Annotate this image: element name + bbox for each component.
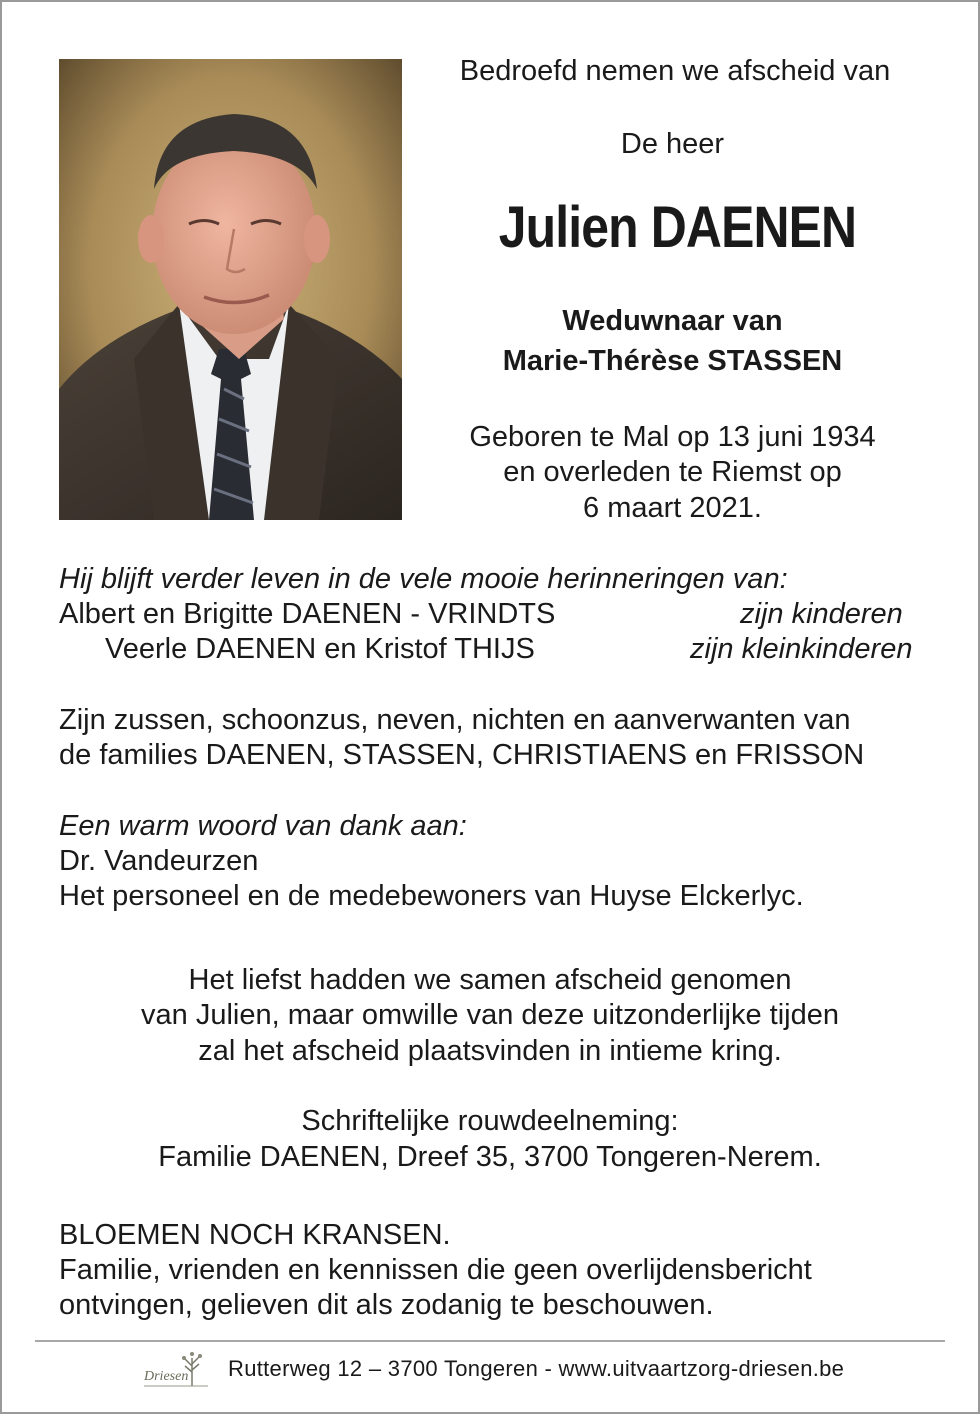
spouse-line-2: Marie-Thérèse STASSEN [502,345,843,377]
footer-divider [35,1340,945,1342]
family-row-children-names: Albert en Brigitte DAENEN - VRINDTS [59,598,556,630]
family-row-grandchildren-names: Veerle DAENEN en Kristof THIJS [105,633,535,665]
birth-line-2: en overleden te Riemst op [503,456,842,488]
birth-line-3: 6 maart 2021. [583,492,762,524]
flowers-line-2: ontvingen, gelieven dit als zodanig te beschouwen. [59,1289,714,1321]
relatives-line-2: de families DAENEN, STASSEN, CHRISTIAENS en FRISSON [59,739,865,771]
thanks-intro: Een warm woord van dank aan: [59,810,467,842]
thanks-line-1: Dr. Vandeurzen [59,845,259,877]
farewell-line-1: Het liefst hadden we samen afscheid genomen [188,964,792,996]
birth-line-1: Geboren te Mal op 13 juni 1934 [469,421,876,453]
family-row-grandchildren-relation: zijn kleinkinderen [690,633,913,665]
condolence-title: Schriftelijke rouwdeelneming: [301,1105,679,1137]
spouse-line-1: Weduwnaar van [562,305,783,337]
condolence-address: Familie DAENEN, Dreef 35, 3700 Tongeren-Nerem. [158,1141,822,1173]
farewell-line-2: van Julien, maar omwille van deze uitzonderlijke tijden [141,999,839,1031]
family-row-children-relation: zijn kinderen [740,598,903,630]
salutation: De heer [620,128,725,160]
farewell-line-3: zal het afscheid plaatsvinden in intieme kring. [198,1035,782,1067]
flowers-title: BLOEMEN NOCH KRANSEN. [59,1219,451,1251]
funeral-home-logo [142,1348,210,1394]
intro-text: Bedroefd nemen we afscheid van [459,55,891,87]
family-intro: Hij blijft verder leven in de vele mooie herinneringen van: [59,563,788,595]
thanks-line-2: Het personeel en de medebewoners van Huyse Elckerlyc. [59,880,804,912]
flowers-line-1: Familie, vrienden en kennissen die geen overlijdensbericht [59,1254,812,1286]
svg-text:Driesen: Driesen [144,1369,189,1384]
relatives-line-1: Zijn zussen, schoonzus, neven, nichten en aanverwanten van [59,704,851,736]
footer-contact: Rutterweg 12 – 3700 Tongeren - www.uitvaartzorg-driesen.be [228,1356,845,1381]
portrait-photo [59,59,402,520]
deceased-name: Julien DAENEN [498,195,857,260]
